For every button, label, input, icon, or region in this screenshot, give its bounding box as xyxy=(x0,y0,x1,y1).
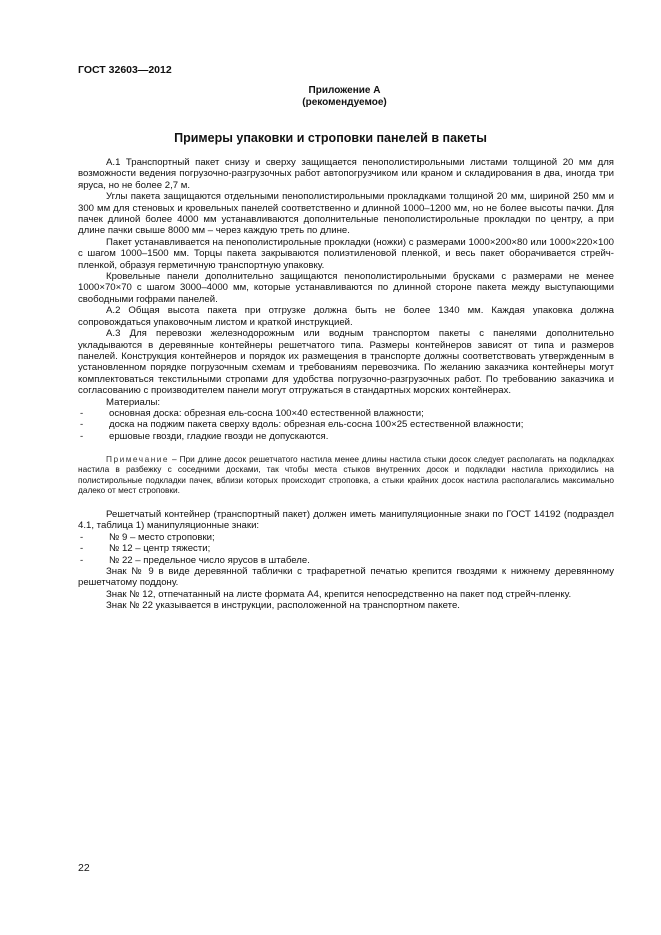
note-label: Примечание xyxy=(106,454,170,465)
list-dash: - xyxy=(80,407,84,419)
body-text xyxy=(78,157,614,612)
appendix-title: Приложение А xyxy=(308,85,381,96)
list-item xyxy=(78,419,614,430)
appendix-status: (рекомендуемое) xyxy=(302,97,387,108)
material-item: основная доска: обрезная ель-сосна 100×40 естественной влажности; xyxy=(109,407,424,419)
list-dash: - xyxy=(80,554,84,566)
material-item: ершовые гвозди, гладкие гвозди не допускаются. xyxy=(109,430,329,442)
list-dash: - xyxy=(80,543,84,555)
list-dash: - xyxy=(80,419,84,431)
paragraph-sign-9: Знак № 9 в виде деревянной таблички с трафаретной печатью крепится гвоздями к нижнему деревянному решетчатому поддону. xyxy=(78,566,614,589)
list-dash: - xyxy=(80,430,84,442)
paragraph-a3: А.3 Для перевозки железнодорожным или водным транспортом пакеты с панелями дополнительно укладываются в деревянные контейнеры решетчатого типа. Размеры контейнеров зависят от типа и размеров панелей. Конструкция контейнеров и порядок их размещения в транспорте должны соответствовать утвержденным в установленном порядке погрузочным схемам и требованиям перевозчика. По желанию заказчика контейнеры могут комплектоваться текстильными стропами для удобства погрузочно-разгрузочных работ. По требованию заказчика и согласованию с производителем панели могут отгружаться в стандартных морских контейнерах. xyxy=(78,328,614,397)
material-item: доска на поджим пакета сверху вдоль: обрезная ель-сосна 100×25 естественной влажности; xyxy=(109,419,524,431)
section-title: Примеры упаковки и строповки панелей в пакеты xyxy=(174,131,487,145)
list-item xyxy=(78,543,614,554)
sign-item: № 12 – центр тяжести; xyxy=(109,543,211,555)
list-item xyxy=(78,555,614,566)
paragraph-container-signs: Решетчатый контейнер (транспортный пакет) должен иметь манипуляционные знаки по ГОСТ 14192 (подраздел 4.1, таблица 1) манипуляционные знаки: xyxy=(78,508,614,532)
note-paragraph xyxy=(78,454,614,495)
paragraph-a2: А.2 Общая высота пакета при отгрузке должна быть не более 1340 мм. Каждая упаковка должна сопровождаться упаковочным листом и краткой инструкцией. xyxy=(78,305,614,328)
paragraph-sign-12: Знак № 12, отпечатанный на листе формата А4, крепится непосредственно на пакет под стрейч-пленку. xyxy=(106,588,572,600)
list-item xyxy=(78,431,614,442)
list-item xyxy=(78,408,614,419)
paragraph-corners: Углы пакета защищаются отдельными пенополистирольными прокладками толщиной 20 мм, шириной 250 мм и 300 мм для стеновых и кровельных панелей соответственно и длинной 1000–1200 мм, но не более высоты пачки. Для пачек длиной более 4000 мм устанавливаются дополнительные пенополистирольные прокладки по центру, а при длине пачки свыше 8000 мм – через каждую треть по длине. xyxy=(78,191,614,237)
paragraph-roof-panels: Кровельные панели дополнительно защищаются пенополистирольными брусками с размерами не менее 1000×70×70 с шагом 3000–4000 мм, которые устанавливаются по длинной стороне пакета между выступающими свободными гофрами панелей. xyxy=(78,271,614,305)
standard-header: ГОСТ 32603—2012 xyxy=(78,64,172,76)
page-number: 22 xyxy=(78,862,90,874)
list-dash: - xyxy=(80,531,84,543)
materials-label: Материалы: xyxy=(106,396,161,408)
paragraph-sign-22: Знак № 22 указывается в инструкции, расположенной на транспортном пакете. xyxy=(106,600,460,612)
paragraph-legs: Пакет устанавливается на пенополистирольные прокладки (ножки) с размерами 1000×200×80 или 1000×220×100 с шагом 1000–1500 мм. Торцы пакета закрываются полиэтиленовой пленкой, и весь пакет оборачивается стрейч-пленкой, образуя герметичную транспортную упаковку. xyxy=(78,236,614,271)
note-text: При длине досок решетчатого настила менее длины настила стыки досок следует располагать на подкладках настила в разбежку с соседними досками, так чтобы места стыков внутренних досок и подкладки настила приходились на полистирольные подкладки пачек, вблизи которых происходит строповка, а стыки крайних досок настила располагались максимально далеко от мест строповки. xyxy=(78,454,614,495)
sign-item: № 9 – место строповки; xyxy=(109,531,215,543)
list-item xyxy=(78,532,614,543)
paragraph-a1: А.1 Транспортный пакет снизу и сверху защищается пенополистирольными листами толщиной 20 мм для возможности ведения погрузочно-разгрузочных работ автопогрузчиком или краном и складирования в два, иногда три яруса, но не более 2,7 м. xyxy=(78,157,614,191)
sign-item: № 22 – предельное число ярусов в штабеле. xyxy=(109,554,310,566)
note-dash: – xyxy=(169,454,180,465)
